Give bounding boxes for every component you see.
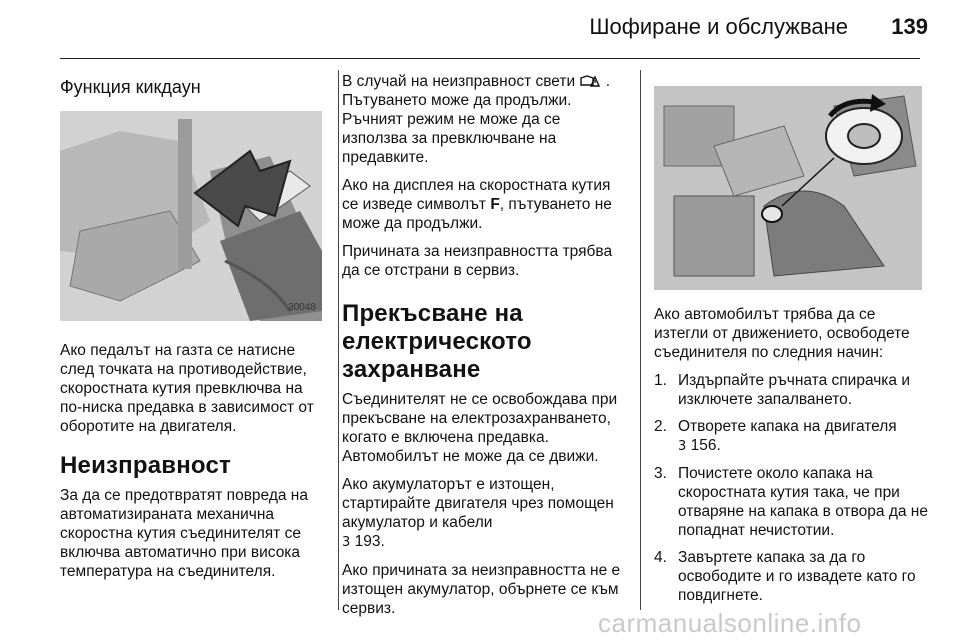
towing-intro-paragraph: Ако автомобилът трябва да се изтегли от движението, освободете съединителя по следния начин: bbox=[654, 306, 910, 361]
middle-column bbox=[342, 72, 624, 627]
workshop-paragraph: Ако причината за неизправността не е изтощен акумулатор, обърнете се към сервиз. bbox=[342, 562, 621, 617]
release-steps-list bbox=[654, 371, 929, 605]
power-interruption-heading: Прекъсване на електрическото захранване bbox=[342, 300, 532, 383]
service-paragraph: Причината за неизправността трябва да се отстрани в сервиз. bbox=[342, 243, 613, 279]
malfunction-paragraph: За да се предотвратят повреда на автоматизираната механична скоростна кутия съединителят се включва автоматично при висока температура на съединителя. bbox=[60, 487, 308, 580]
text-segment: Ако акумулаторът е изтощен, стартирайте двигателя чрез помощен акумулатор и кабели bbox=[342, 476, 614, 531]
column-divider-2 bbox=[640, 70, 641, 610]
kickdown-heading: Функция кикдаун bbox=[60, 77, 201, 97]
page-ref-arrow-icon: 3 bbox=[342, 535, 351, 550]
step-number: 3. bbox=[654, 465, 667, 482]
malfunction-light-paragraph bbox=[342, 72, 624, 167]
column-divider-1 bbox=[338, 70, 339, 610]
right-column bbox=[654, 305, 929, 613]
pedal-illustration bbox=[60, 111, 322, 321]
display-f-paragraph bbox=[342, 176, 624, 233]
step-text: Завъртете капака за да го освободите и го извадете като го повдигнете. bbox=[678, 549, 916, 604]
list-item bbox=[654, 417, 929, 456]
step-text: Почистете около капака на скоростната кутия така, че при отваряне на капака в отвора да не попаднат нечистотии. bbox=[678, 465, 928, 539]
text-segment: , пътуването не може да продължи. bbox=[342, 196, 612, 232]
battery-paragraph bbox=[342, 475, 624, 552]
page-ref-arrow-icon: 3 bbox=[678, 439, 687, 454]
step-text: Издърпайте ръчната спирачка и изключете запалването. bbox=[678, 372, 911, 408]
page-ref-link[interactable]: 193. bbox=[354, 533, 385, 550]
step-number: 4. bbox=[654, 549, 667, 566]
watermark: carmanualsonline.info bbox=[598, 608, 862, 638]
list-item bbox=[654, 371, 929, 409]
header-divider bbox=[60, 58, 920, 59]
text-segment: . Пътуването може да продължи. Ръчният режим не може да се използва за превключване на предавките. bbox=[342, 73, 611, 166]
step-text: Отворете капака на двигателя bbox=[678, 418, 897, 435]
f-symbol: F bbox=[490, 196, 500, 213]
kickdown-figure bbox=[60, 111, 322, 321]
text-segment: В случай на неизправност свети bbox=[342, 73, 576, 90]
step-number: 2. bbox=[654, 418, 667, 435]
page-number: 139 bbox=[891, 14, 928, 39]
step-number: 1. bbox=[654, 372, 667, 389]
figure-code: 30048 bbox=[288, 302, 316, 313]
page-header-title: Шофиране и обслужване bbox=[589, 14, 848, 39]
page-ref-link[interactable]: 156. bbox=[690, 437, 721, 454]
gearbox-cover-illustration bbox=[654, 86, 922, 290]
malfunction-heading: Неизправност bbox=[60, 452, 231, 479]
text-segment: Ако на дисплея на скоростната кутия се изведе символът bbox=[342, 177, 611, 213]
list-item bbox=[654, 464, 929, 540]
left-column bbox=[60, 66, 322, 590]
kickdown-paragraph: Ако педалът на газта се натисне след точката на противодействие, скоростната кутия превключва на по-ниска предавка в зависимост от оборотите на двигателя. bbox=[60, 342, 314, 435]
list-item bbox=[654, 548, 929, 605]
engine-figure bbox=[654, 86, 922, 290]
gear-warning-icon bbox=[579, 73, 601, 89]
clutch-paragraph: Съединителят не се освобождава при прекъсване на електрозахранването, когато е включена предавка. Автомобилът не може да се движи. bbox=[342, 391, 618, 465]
